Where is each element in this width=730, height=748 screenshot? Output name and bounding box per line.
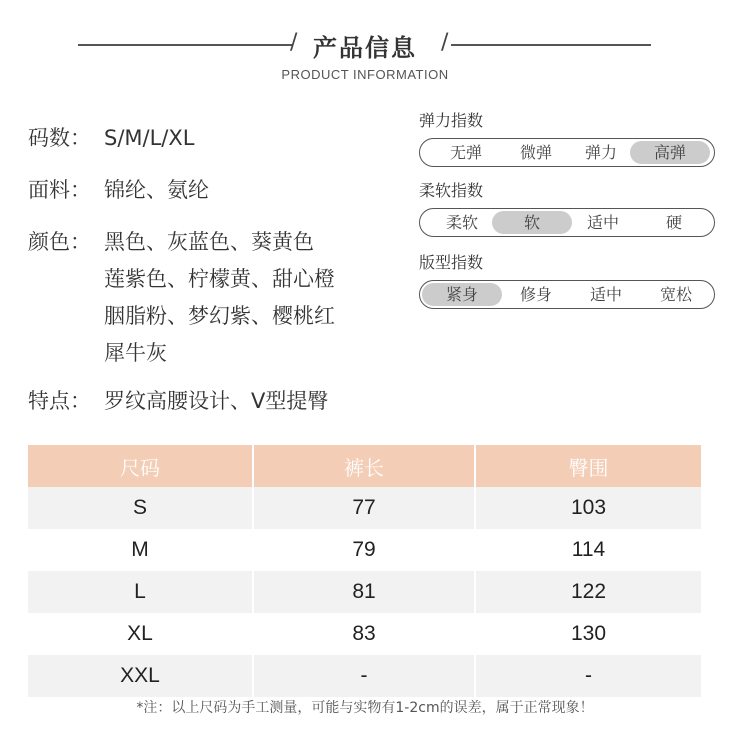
softness-option: 柔软 (445, 213, 478, 232)
table-cell: XXL (28, 655, 253, 697)
table-cell: 79 (253, 529, 475, 571)
table-cell: 81 (253, 571, 475, 613)
fit-index-scale (419, 280, 715, 309)
elasticity-option-selected: 高弹 (630, 141, 710, 164)
page-title: 产品信息 (313, 34, 417, 62)
table-row (28, 487, 701, 529)
spec-feature-value: 罗纹高腰设计、V型提臀 (104, 389, 329, 413)
table-cell: - (253, 655, 475, 697)
spec-fabric-label: 面料： (28, 178, 91, 202)
softness-option: 硬 (665, 213, 682, 232)
table-header-length: 裤长 (253, 445, 475, 487)
spec-size (28, 120, 194, 157)
table-cell: 77 (253, 487, 475, 529)
softness-index-title: 柔软指数 (419, 181, 484, 200)
spec-size-label: 码数： (28, 126, 91, 150)
spec-feature (28, 383, 328, 420)
spec-feature-label: 特点： (28, 389, 91, 413)
elasticity-index-scale (419, 138, 715, 167)
table-cell: 122 (475, 571, 701, 613)
size-table (28, 445, 701, 697)
fit-option: 宽松 (659, 285, 692, 304)
table-row (28, 613, 701, 655)
spec-size-value: S/M/L/XL (104, 126, 195, 150)
measurement-note: *注：以上尺码为手工测量，可能与实物有1-2cm的误差，属于正常现象！ (136, 700, 594, 716)
spec-fabric (28, 172, 209, 209)
fit-option-selected: 紧身 (422, 283, 502, 306)
table-cell: 83 (253, 613, 475, 655)
table-cell: L (28, 571, 253, 613)
fit-index-title: 版型指数 (419, 253, 484, 272)
header-line-right (451, 44, 651, 46)
spec-fabric-value: 锦纶、氨纶 (104, 178, 209, 202)
table-row (28, 529, 701, 571)
table-cell: 130 (475, 613, 701, 655)
header-slash-left: / (290, 30, 298, 55)
header-slash-right: / (441, 30, 449, 55)
page-subtitle: PRODUCT INFORMATION (281, 67, 449, 82)
softness-option-selected: 软 (492, 211, 572, 234)
table-header-row (28, 445, 701, 487)
spec-color (28, 224, 388, 374)
table-row (28, 655, 701, 697)
spec-color-label: 颜色： (28, 230, 91, 254)
spec-color-line: 犀牛灰 (104, 341, 167, 365)
table-cell: S (28, 487, 253, 529)
elasticity-option: 微弹 (519, 143, 552, 162)
fit-option: 修身 (519, 285, 552, 304)
table-cell: M (28, 529, 253, 571)
spec-color-line: 黑色、灰蓝色、葵黄色 (104, 230, 314, 254)
softness-index-scale (419, 208, 715, 237)
spec-color-lines (104, 224, 335, 372)
table-cell: - (475, 655, 701, 697)
table-header-hip: 臀围 (475, 445, 701, 487)
spec-color-line: 莲紫色、柠檬黄、甜心橙 (104, 267, 335, 291)
table-cell: 114 (475, 529, 701, 571)
softness-option: 适中 (586, 213, 619, 232)
spec-color-line: 胭脂粉、梦幻紫、樱桃红 (104, 304, 335, 328)
elasticity-option: 弹力 (584, 143, 617, 162)
table-cell: XL (28, 613, 253, 655)
table-row (28, 571, 701, 613)
elasticity-index-title: 弹力指数 (419, 111, 484, 130)
elasticity-option: 无弹 (449, 143, 482, 162)
fit-option: 适中 (589, 285, 622, 304)
table-cell: 103 (475, 487, 701, 529)
table-header-size: 尺码 (28, 445, 253, 487)
